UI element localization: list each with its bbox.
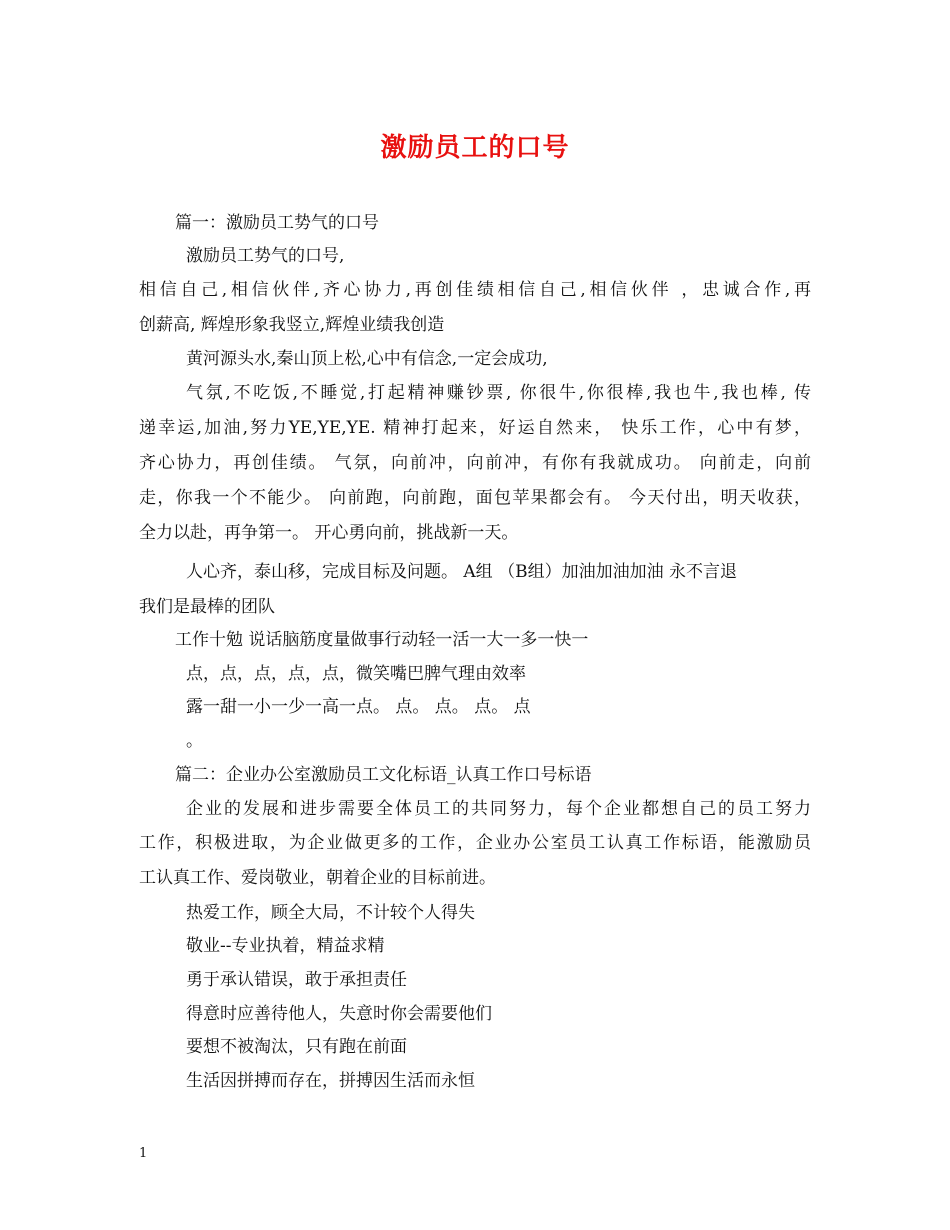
- text-line: 勇于承认错误，敢于承担责任: [186, 970, 407, 990]
- text-line: 得意时应善待他人，失意时你会需要他们: [186, 1004, 492, 1024]
- text-line: 点，点，点，点，点，微笑嘴巴脾气理由效率: [186, 664, 526, 684]
- text-line: 递幸运,加油,努力YE,YE,YE. 精神打起来，好运自然来， 快乐工作，心中有梦，: [139, 418, 811, 438]
- text-line: 敬业--专业执着，精益求精: [186, 936, 385, 956]
- text-line: 工作十勉 说话脑筋度量做事行动轻一活一大一多一快一: [175, 630, 589, 650]
- text-line: 露一甜一小一少一高一点。 点。 点。 点。 点: [186, 697, 531, 717]
- text-line: 工作，积极进取，为企业做更多的工作，企业办公室员工认真工作标语，能激励员: [139, 833, 811, 853]
- text-line: 。: [186, 731, 203, 751]
- text-line: 黄河源头水,秦山顶上松,心中有信念,一定会成功,: [186, 349, 548, 369]
- text-line: 激励员工势气的口号,: [186, 246, 345, 266]
- document-title: 激励员工的口号: [380, 133, 570, 163]
- text-line: 工认真工作、爱岗敬业，朝着企业的目标前进。: [139, 868, 496, 888]
- text-line: 要想不被淘汰，只有跑在前面: [186, 1037, 407, 1057]
- text-line: 企业的发展和进步需要全体员工的共同努力，每个企业都想自己的员工努力: [186, 799, 811, 819]
- text-line: 齐心协力，再创佳绩。 气氛，向前冲，向前冲，有你有我就成功。 向前走，向前: [139, 453, 811, 473]
- text-line: 我们是最棒的团队: [139, 597, 275, 617]
- section-heading-1: 篇一：激励员工势气的口号: [175, 213, 379, 233]
- text-line: 走，你我一个不能少。 向前跑，向前跑，面包苹果都会有。 今天付出，明天收获，: [139, 488, 811, 508]
- text-line: 全力以赴，再争第一。 开心勇向前，挑战新一天。: [139, 523, 519, 543]
- text-line: 创薪高, 辉煌形象我竖立,辉煌业绩我创造: [139, 315, 445, 335]
- text-line: 生活因拼搏而存在，拼搏因生活而永恒: [186, 1071, 475, 1091]
- text-line: 人心齐，泰山移，完成目标及问题。 A组 （B组）加油加油加油 永不言退: [186, 562, 737, 582]
- text-line: 相信自己,相信伙伴,齐心协力,再创佳绩相信自己,相信伙伴 ，忠诚合作,再: [139, 280, 811, 300]
- text-line: 气氛,不吃饭,不睡觉,打起精神赚钞票, 你很牛,你很棒,我也牛,我也棒, 传: [186, 383, 811, 403]
- text-line: 热爱工作，顾全大局，不计较个人得失: [186, 903, 475, 923]
- section-heading-2: 篇二：企业办公室激励员工文化标语_认真工作口号标语: [175, 765, 592, 785]
- page-number: 1: [139, 1146, 148, 1161]
